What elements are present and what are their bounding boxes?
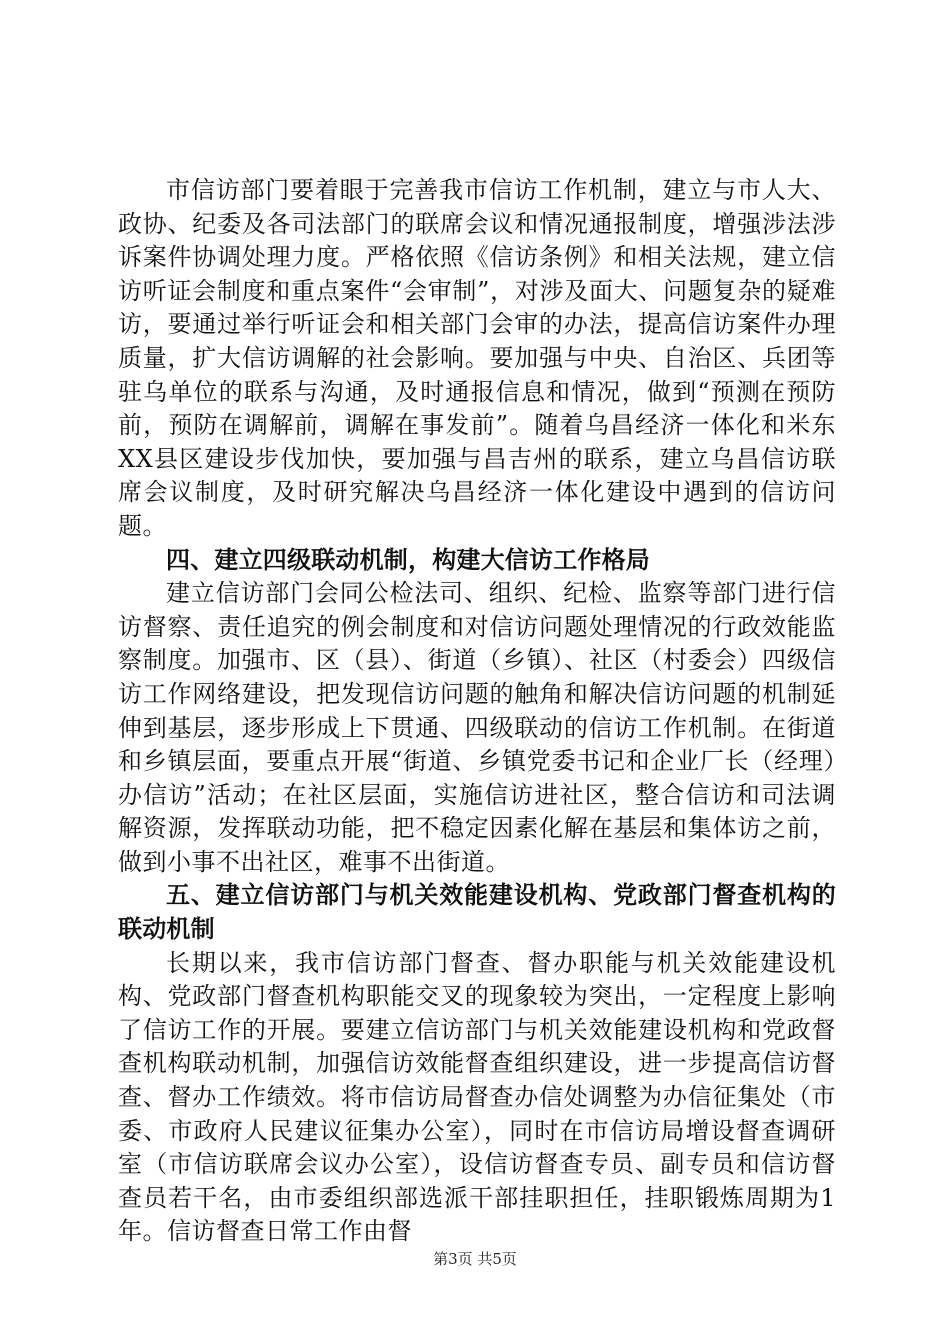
section-heading-5: 五、建立信访部门与机关效能建设机构、党政部门督查机构的联动机制 [118, 881, 836, 944]
body-paragraph-1: 市信访部门要着眼于完善我市信访工作机制，建立与市人大、政协、纪委及各司法部门的联席会议和情况通报制度，增强涉法涉诉案件协调处理力度。严格依照《信访条例》和相关法规，建立信访听证会制度和重点案件“会审制”，对涉及面大、问题复杂的疑难访，要通过举行听证会和相关部门会审的办法，提高信访案件办理质量，扩大信访调解的社会影响。要加强与中央、自治区、兵团等驻乌单位的联系与沟通，及时通报信息和情况，做到“预测在预防前，预防在调解前，调解在事发前”。随着乌昌经济一体化和米东XX县区建设步伐加快，要加强与昌吉州的联系，建立乌昌信访联席会议制度，及时研究解决乌昌经济一体化建设中遇到的信访问题。 [118, 176, 836, 540]
document-page [118, 174, 836, 1249]
section-heading-4: 四、建立四级联动机制，构建大信访工作格局 [166, 545, 650, 574]
body-paragraph-2: 建立信访部门会同公检法司、组织、纪检、监察等部门进行信访督察、责任追究的例会制度和对信访问题处理情况的行政效能监察制度。加强市、区（县）、街道（乡镇）、社区（村委会）四级信访工作网络建设，把发现信访问题的触角和解决信访问题的机制延伸到基层，逐步形成上下贯通、四级联动的信访工作机制。在街道和乡镇层面，要重点开展“街道、乡镇党委书记和企业厂长（经理）办信访”活动；在社区层面，实施信访进社区，整合信访和司法调解资源，发挥联动功能，把不稳定因素化解在基层和集体访之前，做到小事不出社区，难事不出街道。 [118, 579, 836, 876]
body-paragraph-3: 长期以来，我市信访部门督查、督办职能与机关效能建设机构、党政部门督查机构职能交叉的现象较为突出，一定程度上影响了信访工作的开展。要建立信访部门与机关效能建设机构和党政督查机构联动机制，加强信访效能督查组织建设，进一步提高信访督查、督办工作绩效。将市信访局督查办信处调整为办信征集处（市委、市政府人民建议征集办公室），同时在市信访局增设督查调研室（市信访联席会议办公室），设信访督查专员、副专员和信访督查员若干名，由市委组织部选派干部挂职担任，挂职锻炼周期为1年。信访督查日常工作由督 [118, 948, 836, 1246]
page-number-footer: 第3页 共5页 [433, 1250, 517, 1268]
